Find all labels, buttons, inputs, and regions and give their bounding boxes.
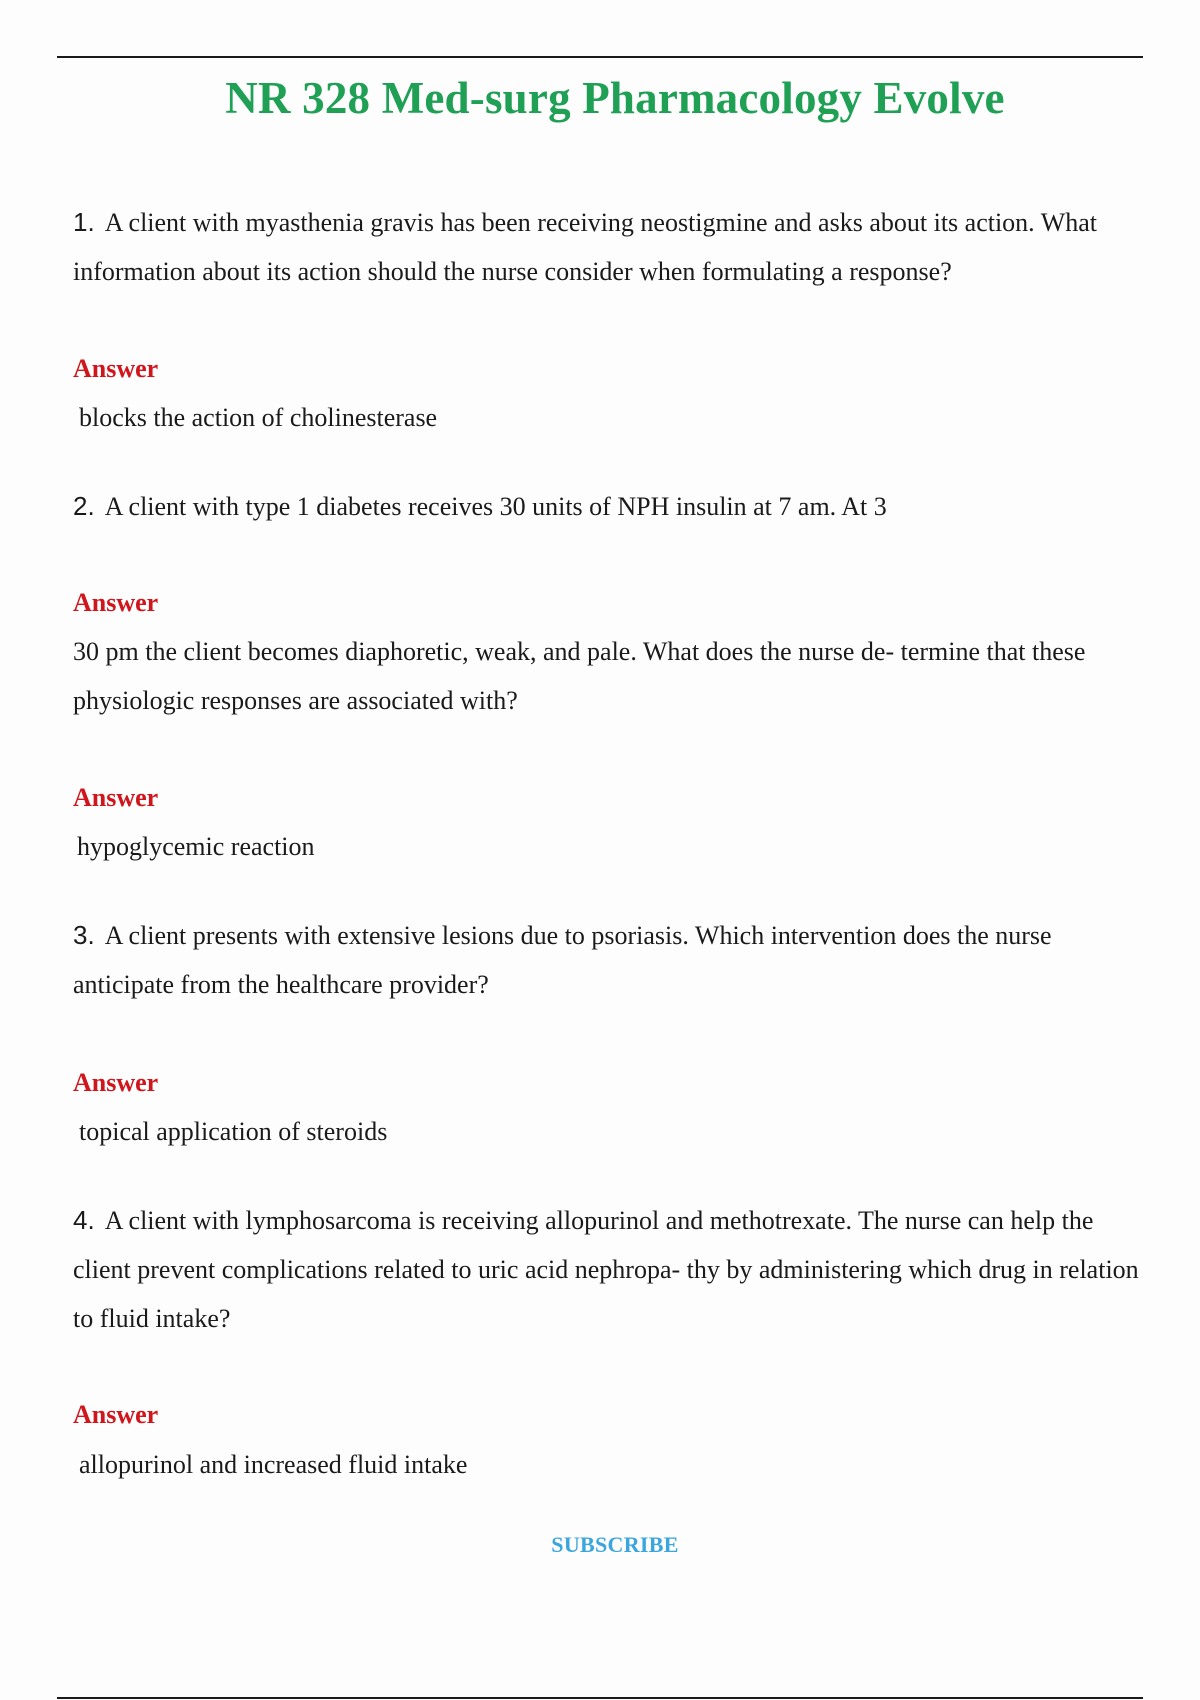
question-number: 3. (73, 920, 95, 950)
question-text: A client presents with extensive lesions due to psoriasis. Which intervention does the nurse anticipate from the healthcare provider? (73, 921, 1052, 999)
question-2 (73, 482, 1143, 531)
answer-label: Answer (73, 588, 159, 617)
question-number: 4. (73, 1205, 95, 1235)
answer-label: Answer (73, 1400, 159, 1429)
question-number: 2. (73, 491, 95, 521)
document-title: NR 328 Med-surg Pharmacology Evolve (225, 73, 1005, 123)
answer-text: allopurinol and increased fluid intake (79, 1450, 468, 1479)
question-text: A client with myasthenia gravis has been receiving neostigmine and asks about its action. What information about its action should the nurse consider when formulating a response? (73, 208, 1098, 286)
subscribe-link[interactable]: SUBSCRIBE (551, 1532, 679, 1557)
answer-text: topical application of steroids (79, 1117, 388, 1146)
question-number: 1. (73, 207, 95, 237)
answer-label: Answer (73, 1068, 159, 1097)
answer-label: Answer (73, 354, 159, 383)
bottom-rule (57, 1697, 1143, 1699)
question-3 (73, 911, 1143, 1009)
question-1 (73, 198, 1143, 296)
question-text: A client with lymphosarcoma is receiving allopurinol and methotrexate. The nurse can help the client prevent complications related to uric acid nephropa- thy by administering which drug in relation to fluid intake? (73, 1206, 1139, 1333)
question-text: A client with type 1 diabetes receives 30 units of NPH insulin at 7 am. At 3 (104, 492, 887, 521)
answer-text: hypoglycemic reaction (77, 832, 315, 861)
top-rule (57, 56, 1143, 58)
answer-text: blocks the action of cholinesterase (79, 403, 438, 432)
question-4 (73, 1196, 1143, 1343)
answer-label: Answer (73, 783, 159, 812)
answer-text: 30 pm the client becomes diaphoretic, weak, and pale. What does the nurse de- termine that these physiologic responses are associated with? (73, 637, 1086, 715)
